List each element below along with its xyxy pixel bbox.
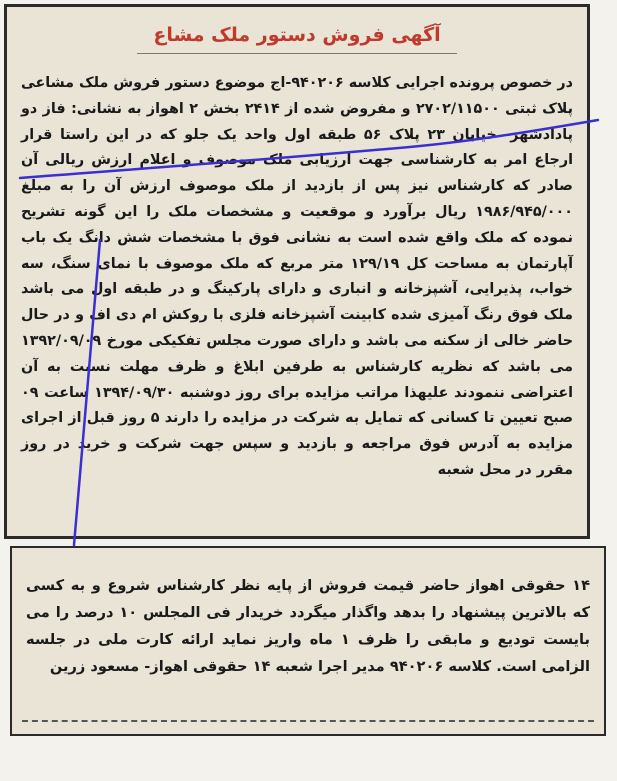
notice-continuation-paragraph: ۱۴ حقوقی اهواز حاضر قیمت فروش از پایه نظر کارشناس شروع و به کسی که بالاترین پیشنهاد را بدهد واگذار میگردد خریدار فی المجلس ۱۰ درصد را می بایست تودیع و مابقی را ظرف ۱ ماه واریز نماید ارائه کارت ملی در جلسه الزامی است. کلاسه ۹۴۰۲۰۶ مدیر اجرا شعبه ۱۴ حقوقی اهواز- مسعود زرین: [26, 577, 590, 675]
dashed-divider: [22, 720, 594, 722]
notice-body-paragraph: در خصوص پرونده اجرایی کلاسه ۹۴۰۲۰۶-اج موضوع دستور فروش ملک مشاعی پلاک ثبتی ۲۷۰۲/۱۱۵۰۰ و مفروض شده از ۲۴۱۴ بخش ۲ اهواز به نشانی: فاز دو پادادشهر- خیابان ۲۳ پلاک ۵۶ طبقه اول واحد یک جلو که در این راستا قرار ارجاع امر به کارشناسی جهت ارزیابی ملک موصوف و اعلام ارزش ریالی آن صادر که کارشناس نیز پس از بازدید از ملک موصوف ارزش آن را به مبلغ ۱۹۸۶/۹۴۵/۰۰۰ ریال برآورد و موقعیت و مشخصات ملک را این گونه تشریح نموده که ملک واقع شده است به نشانی فوق با مشخصات شش دانگ یک باب آپارتمان به مساحت کل ۱۲۹/۱۹ متر مربع که ملک موصوف با نمای سنگ، سه خواب، پذیرایی، آشپزخانه و انباری و دارای پارکینگ و در طبقه اول می باشد ملک فوق رنگ آمیزی شده کابینت آشپزخانه فلزی با روکش ام دی اف و در حال حاضر خالی از سکنه می باشد و دارای صورت مجلس تفکیکی مورخ ۱۳۹۲/۰۹/۰۹ می باشد که نظریه کارشناس به طرفین ابلاغ و ظرف مهلت نسبت به آن اعتراضی ننمودند علیهذا مراتب مزایده برای روز دوشنبه ۱۳۹۴/۰۹/۳۰ ساعت ۰۹ صبح تعیین تا کسانی که تمایل به شرکت در مزایده را دارند ۵ روز قبل از اجرای مزایده به آدرس فوق مراجعه و بازدید و سپس جهت شرکت و خرید در روز مقرر در محل شعبه: [21, 75, 574, 478]
notice-title: آگهی فروش دستور ملک مشاع: [153, 24, 441, 46]
notice-clip-main: [4, 4, 590, 539]
title-underline: [137, 53, 457, 54]
notice-clip-continuation: [10, 546, 606, 736]
